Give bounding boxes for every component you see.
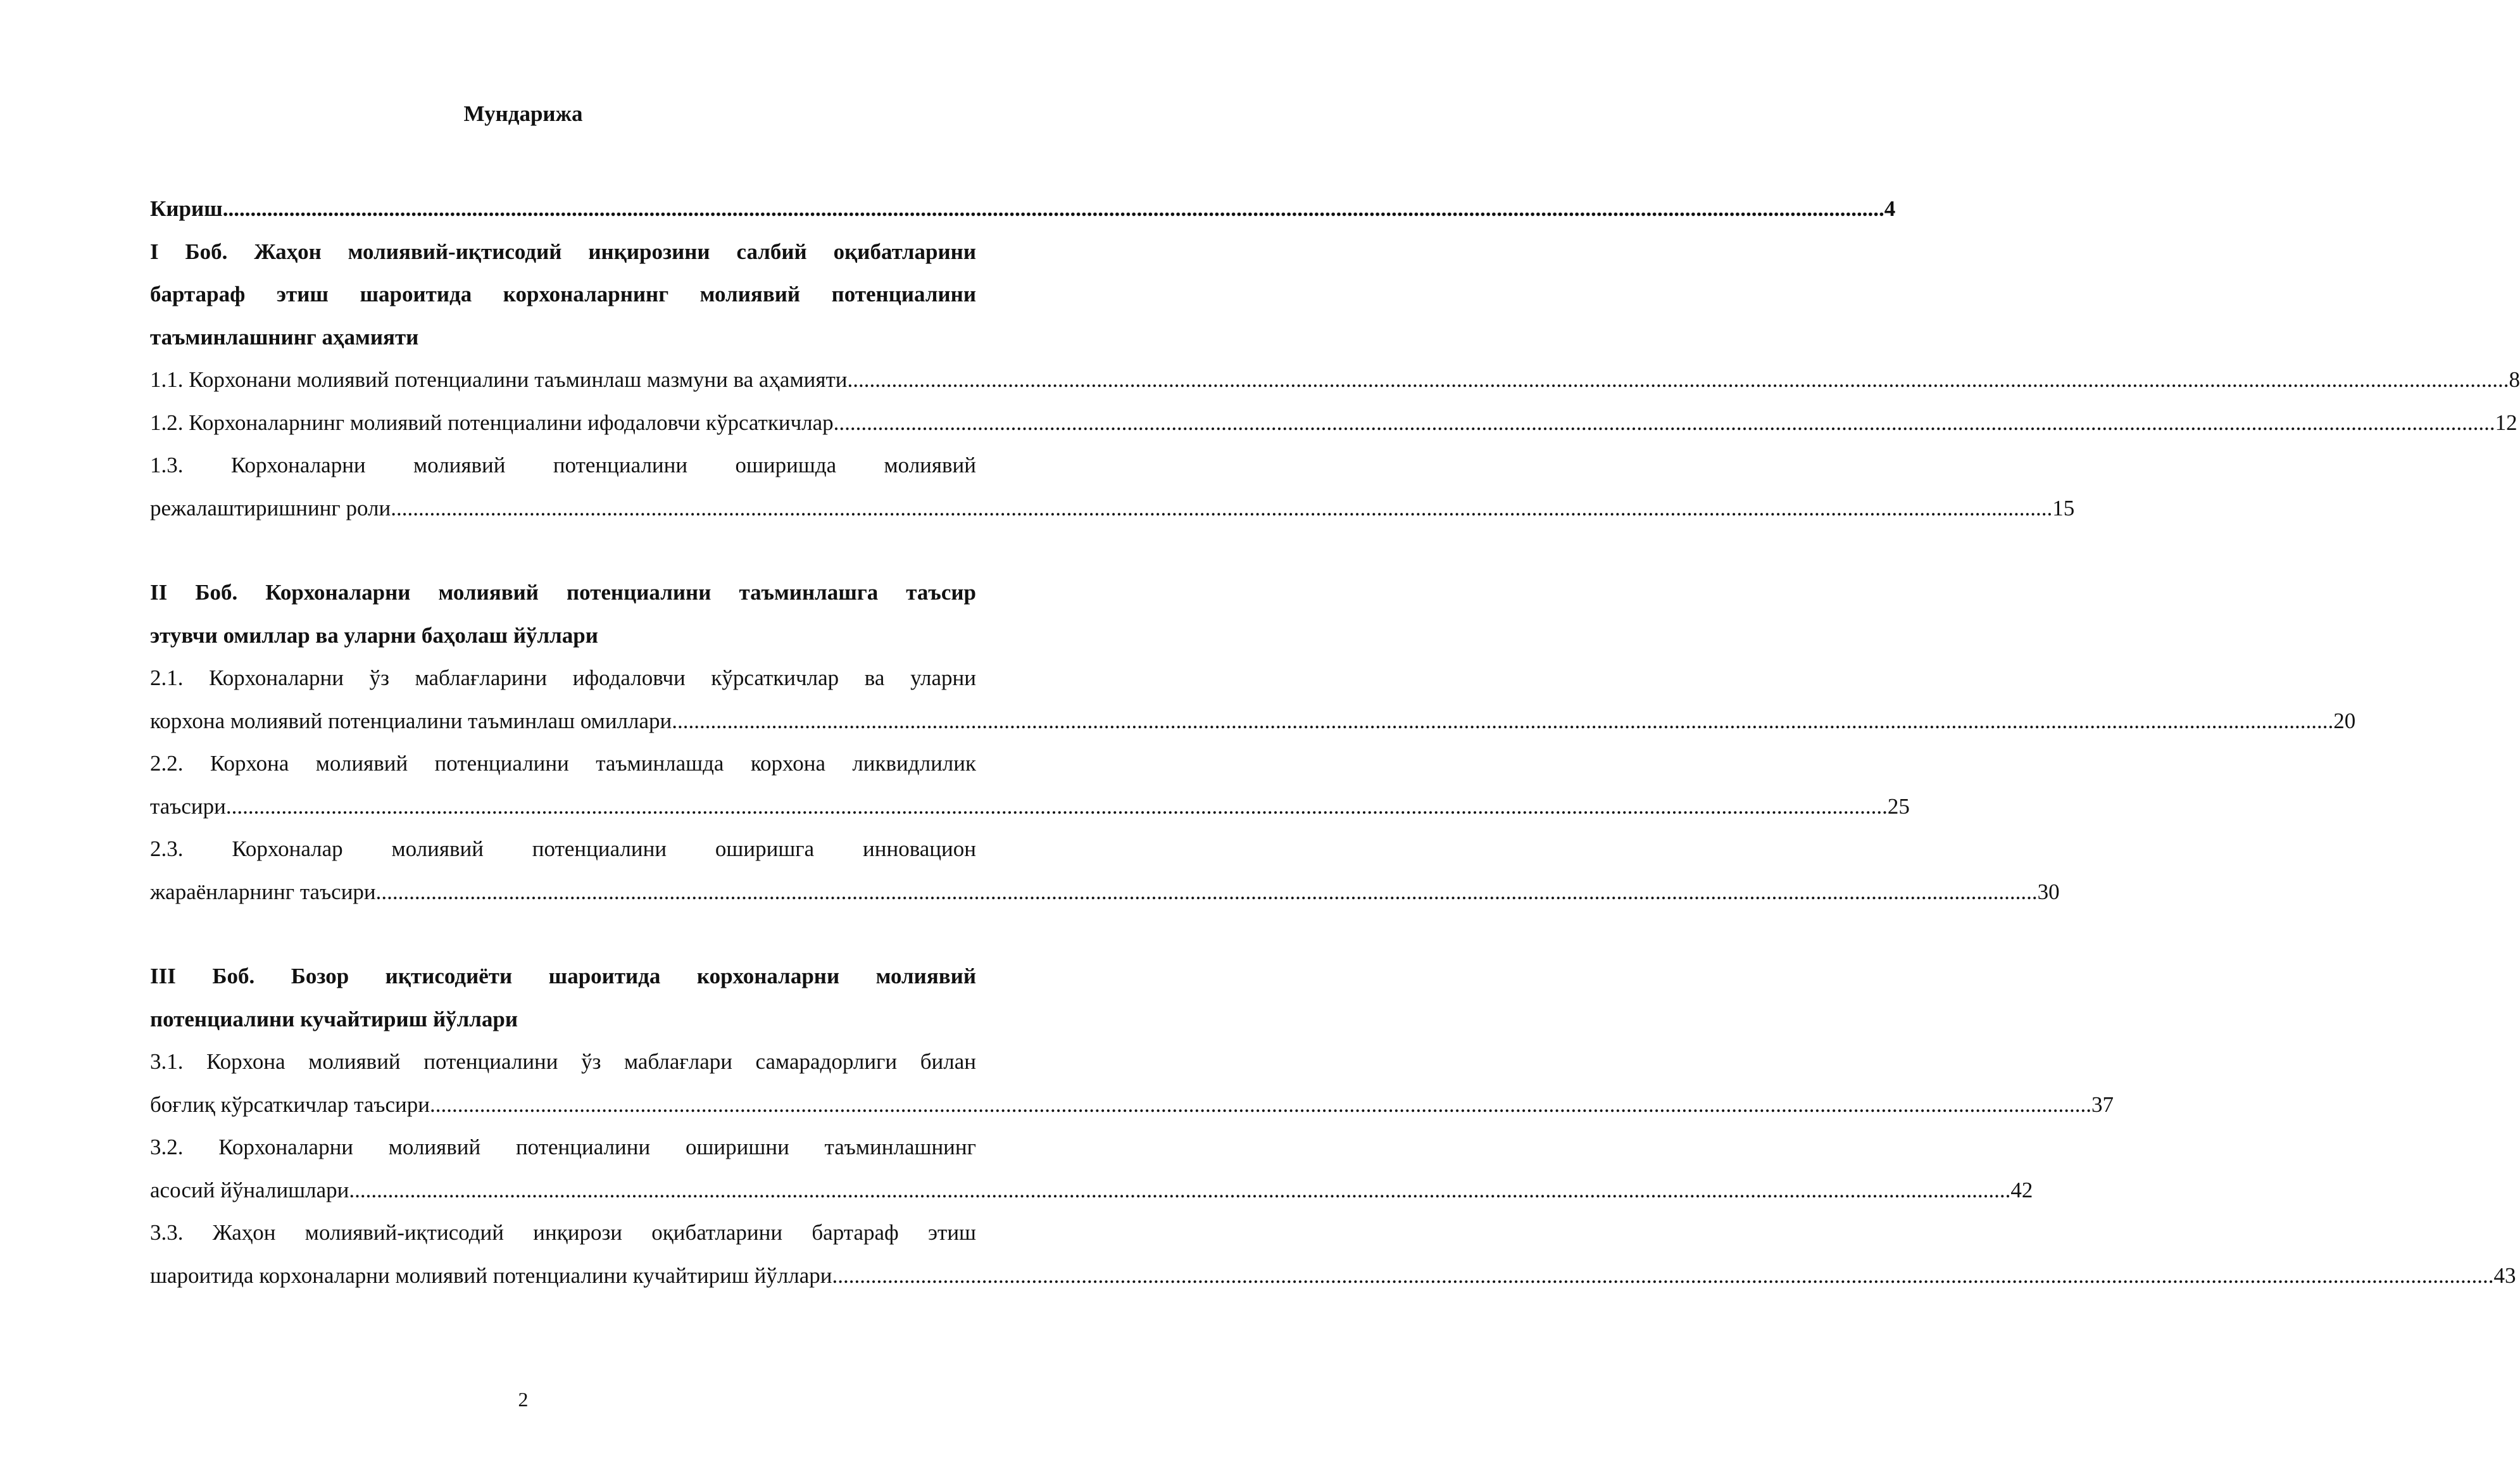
toc-page-number: 12 <box>2495 410 2517 435</box>
chapter-heading-line[interactable]: I Боб. Жаҳон молиявий-иқтисодий инқирозини салбий оқибатларини <box>150 239 976 264</box>
table-of-contents <box>150 187 2520 1297</box>
toc-chapter-2 <box>150 571 2356 913</box>
toc-entry-intro[interactable] <box>150 187 1896 230</box>
toc-entry-2-1-line1[interactable]: 2.1. Корхоналарни ўз маблағларини ифодаловчи кўрсаткичлар ва уларни <box>150 665 976 690</box>
toc-entry-3-1-line1[interactable]: 3.1. Корхона молиявий потенциалини ўз маблағлари самарадорлиги билан <box>150 1049 976 1074</box>
toc-page-number: 15 <box>2052 495 2075 520</box>
toc-leader-dots: ............................................................................................................................................................................................................................................................................................................ <box>832 1263 2494 1288</box>
toc-page-number: 4 <box>1884 196 1896 221</box>
toc-entry-3-3[interactable] <box>150 1254 2516 1297</box>
toc-entry-1-1[interactable] <box>150 358 2520 401</box>
toc-entry-text: корхона молиявий потенциалини таъминлаш омиллари <box>150 708 672 733</box>
toc-entry-text: Кириш <box>150 196 223 221</box>
toc-leader-dots: ............................................................................................................................................................................................................................................................................................................ <box>349 1177 2011 1202</box>
toc-page-number: 37 <box>2091 1092 2114 1117</box>
toc-entry-1-3-line1[interactable]: 1.3. Корхоналарни молиявий потенциалини оширишда молиявий <box>150 453 976 477</box>
toc-leader-dots: ............................................................................................................................................................................................................................................................................................................ <box>429 1092 2091 1117</box>
toc-entry-3-3-line1[interactable]: 3.3. Жаҳон молиявий-иқтисодий инқирози оқибатларини бартараф этиш <box>150 1220 976 1245</box>
toc-entry-text: асосий йўналишлари <box>150 1177 349 1202</box>
toc-entry-3-1[interactable] <box>150 1083 2114 1126</box>
toc-leader-dots: ............................................................................................................................................................................................................................................................................................................ <box>672 708 2334 733</box>
toc-page-number: 30 <box>2037 879 2060 904</box>
toc-chapter-1 <box>150 230 2520 530</box>
toc-chapter-3 <box>150 955 2516 1297</box>
toc-entry-text: 1.2. Корхоналарнинг молиявий потенциалини ифодаловчи кўрсаткичлар <box>150 410 834 435</box>
chapter-heading-line[interactable]: бартараф этиш шароитида корхоналарнинг молиявий потенциалини <box>150 282 976 306</box>
toc-page-number: 20 <box>2333 708 2356 733</box>
toc-leader-dots: ............................................................................................................................................................................................................................................................................................................ <box>833 410 2495 435</box>
toc-leader-dots: ............................................................................................................................................................................................................................................................................................................ <box>225 793 1888 819</box>
toc-entry-3-2-line1[interactable]: 3.2. Корхоналарни молиявий потенциалини оширишни таъминлашнинг <box>150 1135 976 1159</box>
toc-entry-text: боғлиқ кўрсаткичлар таъсири <box>150 1092 430 1117</box>
chapter-heading-line[interactable]: таъминлашнинг аҳамияти <box>150 324 419 350</box>
chapter-heading-line[interactable]: этувчи омиллар ва уларни баҳолаш йўллари <box>150 622 598 648</box>
toc-page-number: 25 <box>1887 793 1910 819</box>
toc-leader-dots: ............................................................................................................................................................................................................................................................................................................ <box>222 196 1884 221</box>
chapter-heading-line[interactable]: потенциалини кучайтириш йўллари <box>150 1006 518 1031</box>
toc-entry-text: шароитида корхоналарни молиявий потенциалини кучайтириш йўллари <box>150 1263 832 1288</box>
toc-entry-2-2-line1[interactable]: 2.2. Корхона молиявий потенциалини таъминлашда корхона ликвидлилик <box>150 751 976 776</box>
chapter-heading-line[interactable]: II Боб. Корхоналарни молиявий потенциалини таъминлашга таъсир <box>150 580 976 605</box>
toc-entry-3-2[interactable] <box>150 1169 2033 1212</box>
toc-entry-1-3[interactable] <box>150 487 2075 530</box>
toc-entry-2-2[interactable] <box>150 785 1910 828</box>
toc-entry-2-3-line1[interactable]: 2.3. Корхоналар молиявий потенциалини оширишга инновацион <box>150 836 976 861</box>
toc-entry-2-3[interactable] <box>150 871 2060 914</box>
page-number: 2 <box>518 1388 529 1411</box>
spacer <box>150 913 976 955</box>
spacer <box>150 529 976 571</box>
toc-entry-1-2[interactable] <box>150 401 2517 444</box>
toc-leader-dots: ............................................................................................................................................................................................................................................................................................................ <box>375 879 2038 904</box>
toc-entry-text: таъсири <box>150 793 226 819</box>
toc-entry-text: жараёнларнинг таъсири <box>150 879 376 904</box>
toc-entry-text: режалаштиришнинг роли <box>150 495 391 520</box>
toc-leader-dots: ............................................................................................................................................................................................................................................................................................................ <box>391 495 2053 520</box>
chapter-heading-line[interactable]: III Боб. Бозор иқтисодиёти шароитида корхоналарни молиявий <box>150 964 976 988</box>
toc-page-number: 8 <box>2509 367 2520 392</box>
toc-page-number: 42 <box>2010 1177 2033 1202</box>
toc-entry-text: 1.1. Корхонани молиявий потенциалини таъминлаш мазмуни ва аҳамияти <box>150 367 848 392</box>
toc-page-number: 43 <box>2493 1263 2516 1288</box>
toc-leader-dots: ............................................................................................................................................................................................................................................................................................................ <box>847 367 2509 392</box>
page-title: Мундарижа <box>463 101 583 126</box>
toc-entry-2-1[interactable] <box>150 700 2356 743</box>
